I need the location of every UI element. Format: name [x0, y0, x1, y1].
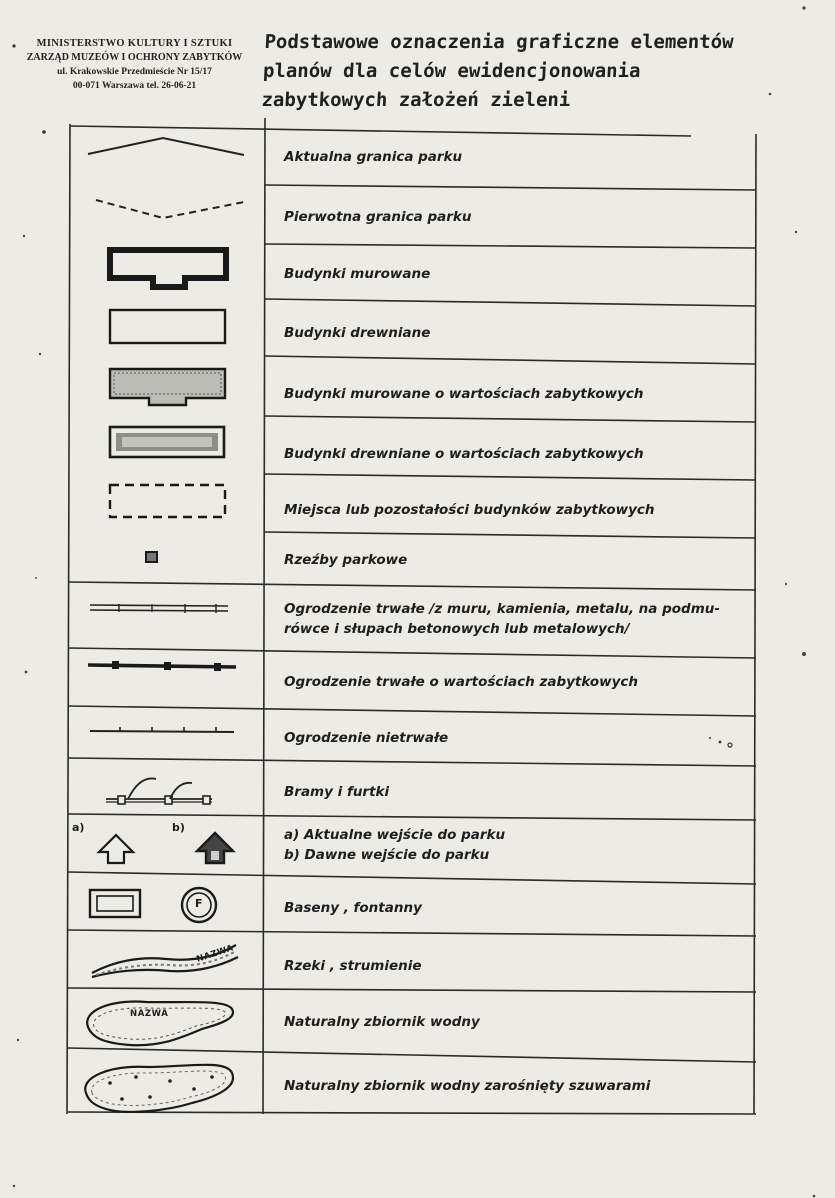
legend-label: Budynki murowane o wartościach zabytkowych	[284, 386, 644, 402]
legend-label: Budynki drewniane o wartościach zabytkowych	[284, 446, 644, 462]
fountain-letter: F	[195, 897, 203, 910]
dashed-zigzag-line-icon	[66, 186, 264, 245]
legend-label: Budynki murowane	[284, 266, 431, 282]
legend-row-reed-overgrown-water-body	[66, 1053, 761, 1115]
double-line-fence-icon	[66, 587, 264, 653]
reed-pond-icon	[66, 1053, 264, 1115]
legend-label: Baseny , fontanny	[284, 900, 422, 916]
legend-row-historic-masonry-buildings	[66, 359, 761, 419]
legend-label: Miejsca lub pozostałości budynków zabytkowych	[284, 502, 655, 518]
shaded-building-icon	[66, 419, 264, 477]
letterhead-city-phone: 00-071 Warszawa tel. 26-06-21	[72, 81, 197, 91]
legend-label: Aktualna granica parku	[284, 149, 463, 165]
legend-row-park-entrances	[66, 817, 761, 875]
legend-label: Naturalny zbiornik wodny zarośnięty szuwarami	[284, 1078, 651, 1094]
gate-arcs-icon	[66, 761, 264, 817]
pool-icon	[90, 890, 140, 917]
legend-row-permanent-fence	[66, 587, 761, 653]
legend-label: Pierwotna granica parku	[284, 209, 472, 225]
legend-label: Rzeki , strumienie	[284, 958, 422, 974]
legend-row-pools-fountains	[66, 875, 761, 933]
institution-letterhead	[22, 37, 247, 93]
legend-label-line-1: a) Aktualne wejście do parku	[284, 827, 506, 843]
filled-up-arrow-icon	[197, 833, 233, 863]
single-wall-building-icon	[66, 302, 264, 359]
river-band-icon	[66, 933, 264, 991]
legend-label-line-2: b) Dawne wejście do parku	[284, 847, 490, 863]
legend-label-two-line	[284, 599, 754, 639]
dashed-rectangle-icon	[66, 477, 264, 535]
legend-label: Ogrodzenie trwałe o wartościach zabytkowych	[284, 674, 639, 690]
legend-label-line-1: Ogrodzenie trwałe /z muru, kamienia, metalu, na podmu-	[284, 601, 720, 617]
legend-row-temporary-fence	[66, 711, 761, 761]
legend-row-original-park-boundary	[66, 186, 761, 245]
legend-label: Ogrodzenie nietrwałe	[284, 730, 449, 746]
legend-row-masonry-buildings	[66, 245, 761, 302]
pond-outline-icon	[66, 991, 264, 1053]
legend-label-line-2: rówce i słupach betonowych lub metalowych/	[284, 621, 630, 637]
river-name-label: NAZWA	[195, 943, 236, 965]
fence-with-posts-icon	[66, 653, 264, 711]
legend-row-gates	[66, 761, 761, 817]
legend-label-two-line	[284, 825, 754, 865]
pool-and-fountain-icon	[66, 875, 264, 933]
legend-label: Budynki drewniane	[284, 325, 431, 341]
legend-label: Rzeźby parkowe	[284, 552, 408, 568]
letterhead-department: ZARZĄD MUZEÓW I OCHRONY ZABYTKÓW	[26, 52, 243, 63]
legend-row-historic-wooden-buildings	[66, 419, 761, 477]
solid-zigzag-line-icon	[66, 124, 264, 186]
legend-table	[66, 124, 761, 1116]
entrance-arrows	[66, 817, 264, 875]
up-arrow-icon	[99, 835, 133, 863]
hatched-building-icon	[66, 359, 264, 419]
title-line-1: Podstawowe oznaczenia graficzne elementów	[263, 31, 735, 53]
legend-row-natural-water-body	[66, 991, 761, 1053]
title-line-3: zabytkowych założeń zieleni	[260, 89, 571, 111]
legend-label: Naturalny zbiornik wodny	[284, 1014, 480, 1030]
legend-row-historic-building-remains	[66, 477, 761, 535]
legend-row-park-sculptures	[66, 535, 761, 587]
legend-label: Bramy i furtki	[284, 784, 390, 800]
letterhead-ministry: MINISTERSTWO KULTURY I SZTUKI	[36, 38, 233, 49]
small-square-icon	[66, 535, 264, 587]
double-wall-building-icon	[66, 245, 264, 302]
marker-a: a)	[72, 821, 85, 834]
letterhead-address: ul. Krakowskie Przedmieście Nr 15/17	[57, 67, 212, 77]
document-title	[261, 28, 746, 115]
pond-name-label: NAZWA	[130, 1009, 169, 1019]
legend-row-historic-permanent-fence	[66, 653, 761, 711]
title-line-2: planów dla celów ewidencjonowania	[262, 60, 642, 82]
legend-row-rivers-streams	[66, 933, 761, 991]
marker-b: b)	[172, 821, 185, 834]
legend-row-current-park-boundary	[66, 124, 761, 186]
ticked-line-icon	[66, 711, 264, 761]
legend-row-wooden-buildings	[66, 302, 761, 359]
